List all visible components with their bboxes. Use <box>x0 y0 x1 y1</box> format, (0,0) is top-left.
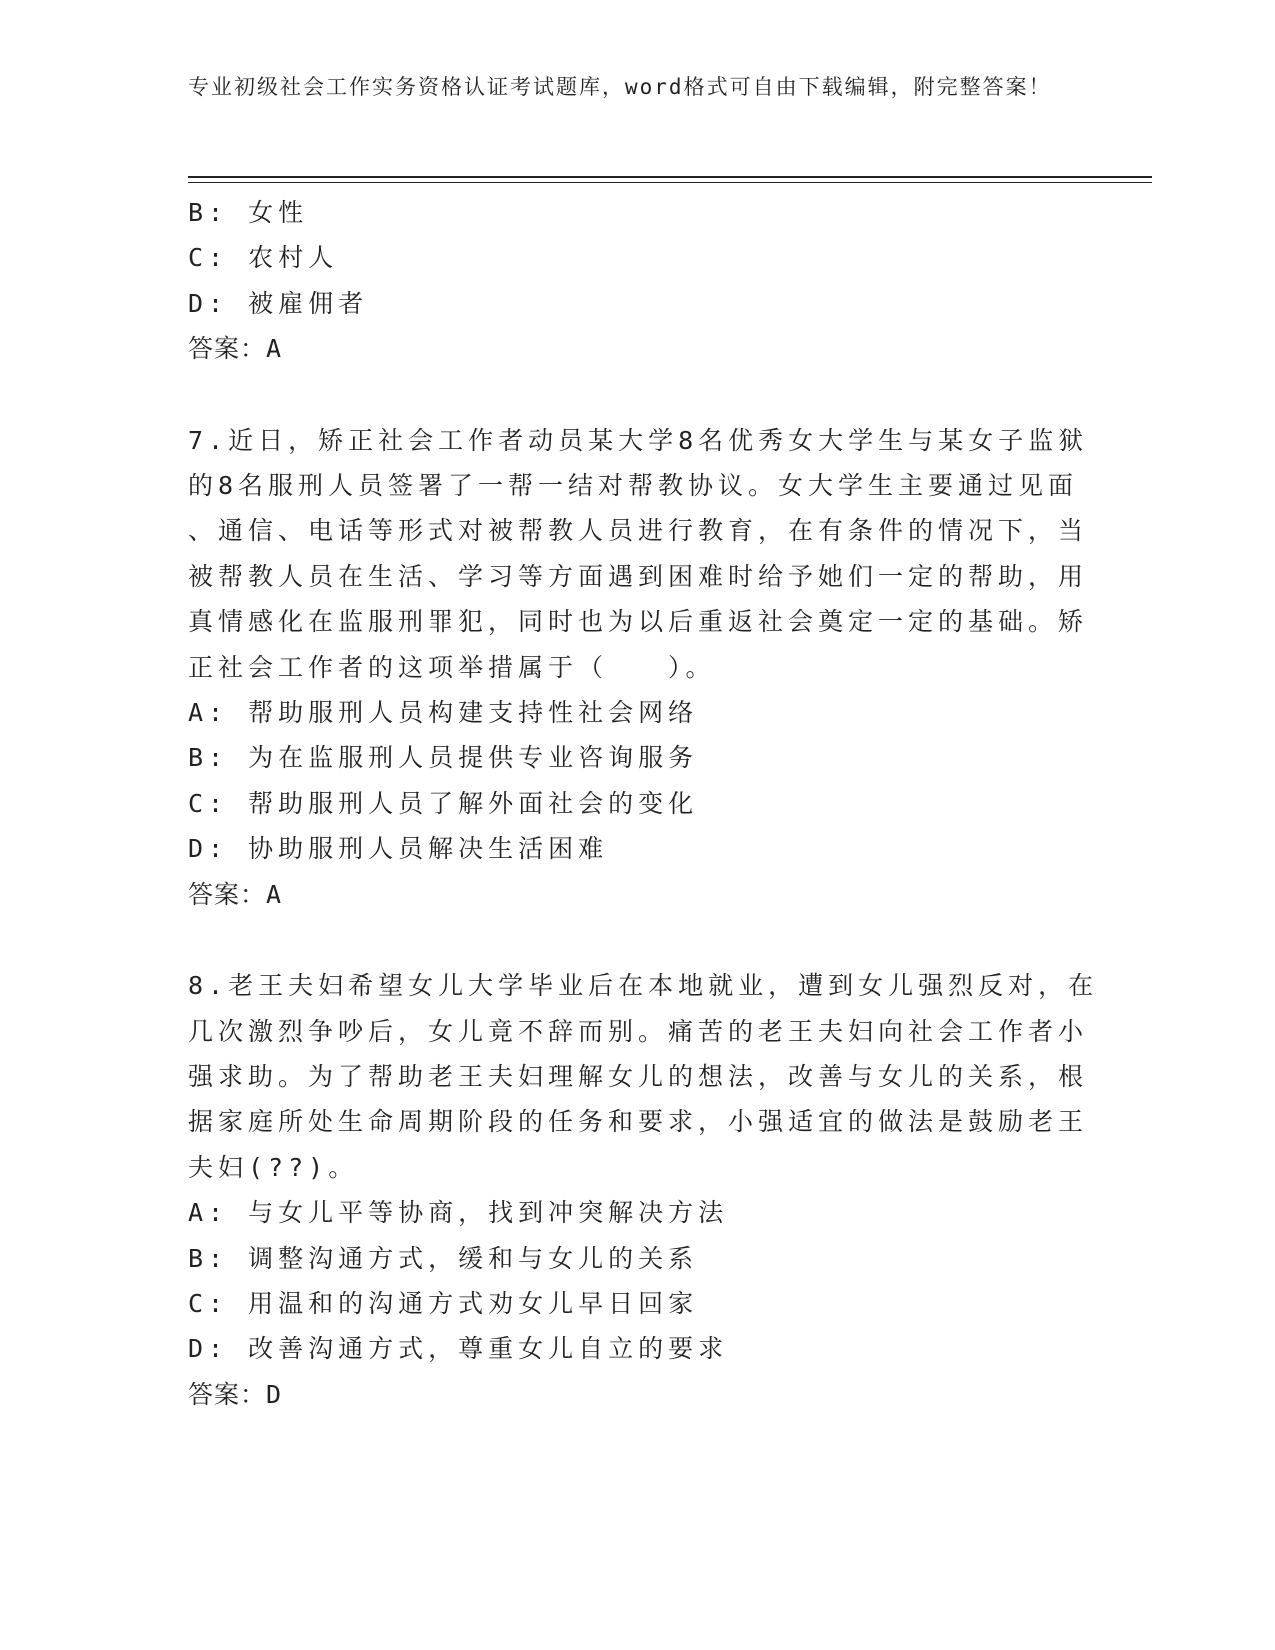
header-divider-thick <box>188 176 1152 178</box>
spacer <box>188 917 1068 963</box>
option-d: D: 协助服刑人员解决生活困难 <box>188 834 609 864</box>
question-7-text: 真情感化在监服刑罪犯，同时也为以后重返社会奠定一定的基础。矫 <box>188 607 1089 637</box>
answer-line: 答案：A <box>188 334 283 364</box>
page-header: 专业初级社会工作实务资格认证考试题库，word格式可自由下载编辑，附完整答案！ <box>188 75 1052 99</box>
option-c: C: 帮助服刑人员了解外面社会的变化 <box>188 788 699 818</box>
option-b: B: 女性 <box>188 198 309 227</box>
answer-line: 答案：A <box>188 879 283 909</box>
option-b: B: 为在监服刑人员提供专业咨询服务 <box>188 743 699 773</box>
question-8-text: 几次激烈争吵后，女儿竟不辞而别。痛苦的老王夫妇向社会工作者小 <box>188 1016 1089 1046</box>
spacer <box>188 372 1068 418</box>
option-c: C: 用温和的沟通方式劝女儿早日回家 <box>188 1288 699 1318</box>
option-c: C: 农村人 <box>188 243 339 273</box>
question-8-text: 8.老王夫妇希望女儿大学毕业后在本地就业，遭到女儿强烈反对，在 <box>188 971 1099 1001</box>
question-8-block <box>188 963 1099 1417</box>
question-7-block <box>188 418 1089 917</box>
option-d: D: 被雇佣者 <box>188 288 369 318</box>
option-a: A: 帮助服刑人员构建支持性社会网络 <box>188 698 699 728</box>
header-divider-thin <box>188 182 1152 183</box>
option-b: B: 调整沟通方式，缓和与女儿的关系 <box>188 1243 699 1273</box>
option-a: A: 与女儿平等协商，找到冲突解决方法 <box>188 1198 729 1228</box>
question-8-text: 夫妇(??)。 <box>188 1152 359 1182</box>
question-7-text: 被帮教人员在生活、学习等方面遇到困难时给予她们一定的帮助，用 <box>188 561 1089 591</box>
question-content <box>188 190 1099 1417</box>
option-d: D: 改善沟通方式，尊重女儿自立的要求 <box>188 1334 729 1364</box>
question-7-text: 的8名服刑人员签署了一帮一结对帮教协议。女大学生主要通过见面 <box>188 471 1079 501</box>
question-7-text: 正社会工作者的这项举措属于（ ）。 <box>188 652 716 682</box>
question-7-text: 7.近日，矫正社会工作者动员某大学8名优秀女大学生与某女子监狱 <box>188 425 1089 455</box>
prev-question-block <box>188 190 1068 372</box>
question-8-text: 据家庭所处生命周期阶段的任务和要求，小强适宜的做法是鼓励老王 <box>188 1107 1089 1137</box>
question-8-text: 强求助。为了帮助老王夫妇理解女儿的想法，改善与女儿的关系，根 <box>188 1061 1089 1091</box>
answer-line: 答案：D <box>188 1379 283 1409</box>
question-7-text: 、通信、电话等形式对被帮教人员进行教育，在有条件的情况下，当 <box>188 516 1089 546</box>
